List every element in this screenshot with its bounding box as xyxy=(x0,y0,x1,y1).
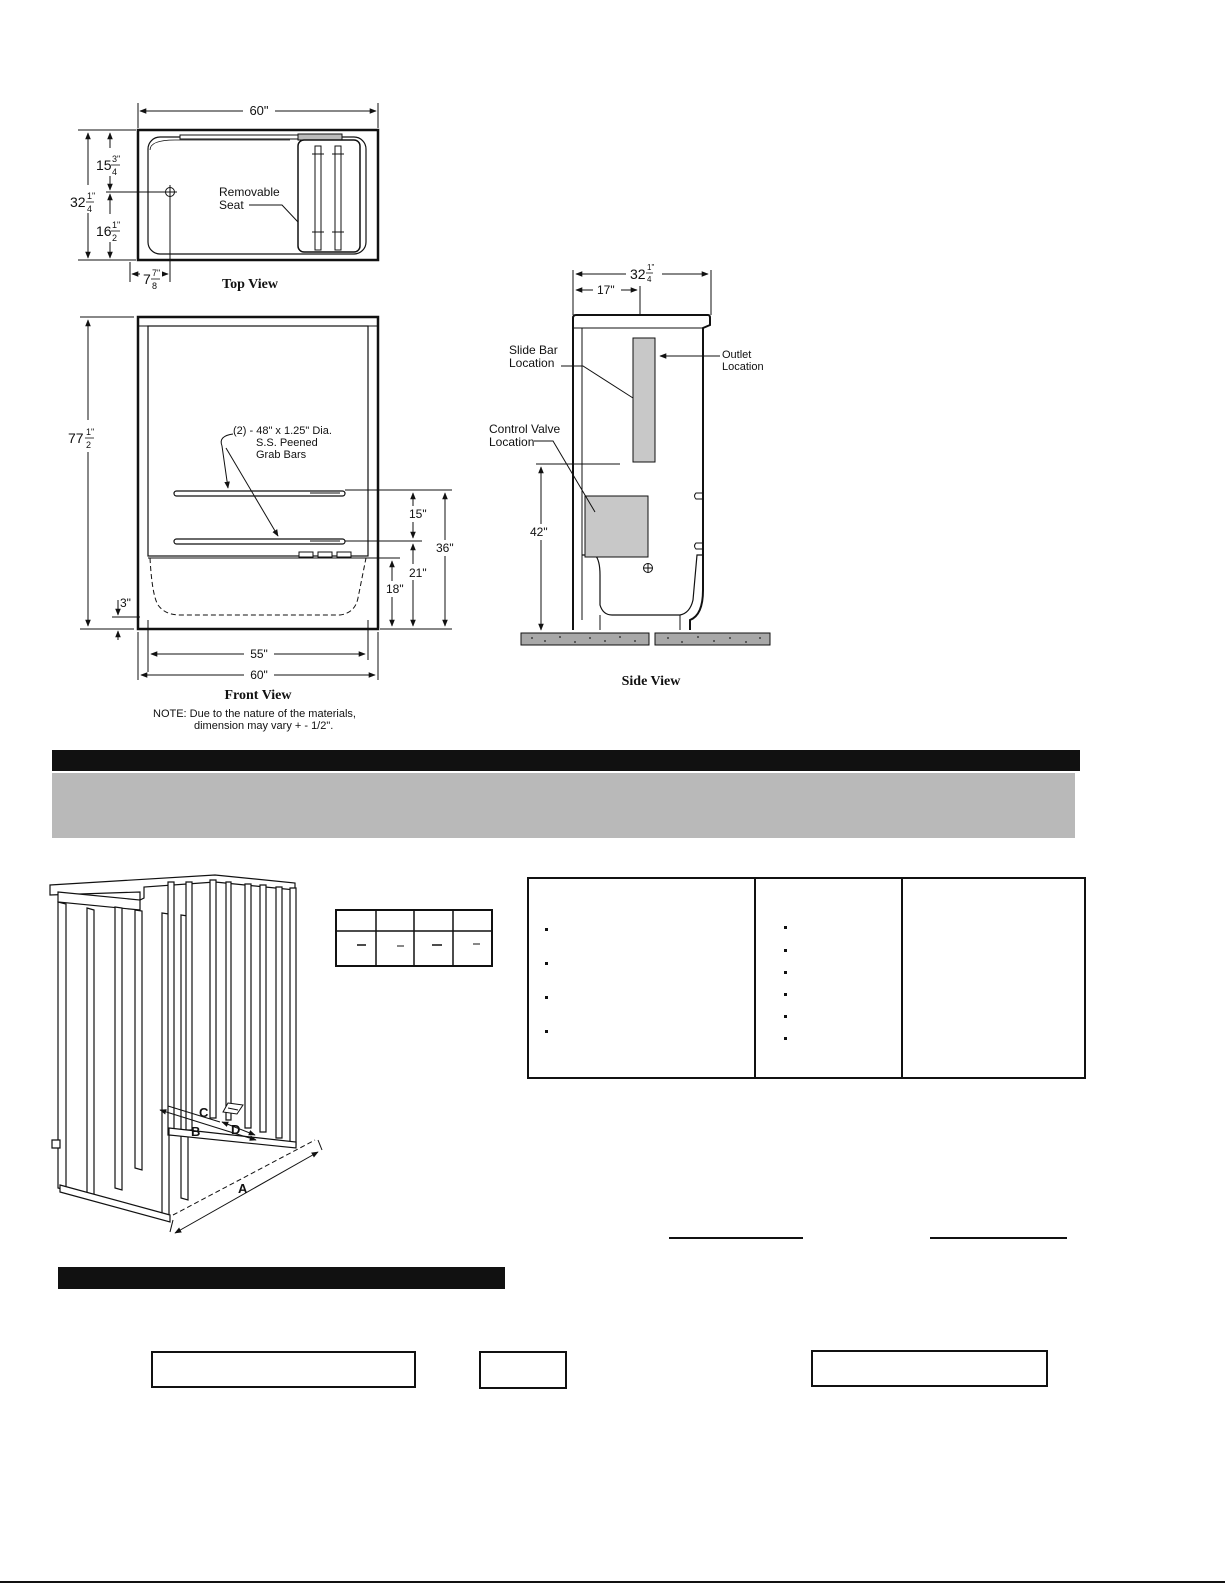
valve-label-2: Location xyxy=(489,435,535,449)
top-view-drawing xyxy=(66,103,378,292)
front-dim-36: 36" xyxy=(436,541,454,555)
bullet xyxy=(784,993,787,996)
valve-label-1: Control Valve xyxy=(489,422,561,436)
front-dim-21: 21" xyxy=(409,566,427,580)
front-dim-18: 18" xyxy=(386,582,404,596)
grab-bar-label-1: (2) - 48" x 1.25" Dia. xyxy=(233,425,332,437)
slide-bar-label-2: Location xyxy=(509,356,555,370)
bullet xyxy=(784,1015,787,1018)
bullet xyxy=(545,962,548,965)
top-lower-den: 2 xyxy=(112,233,118,243)
section-info-band xyxy=(52,773,1075,838)
front-dim-55: 55" xyxy=(250,647,268,661)
technical-drawings xyxy=(0,0,1225,745)
side-depth-num: 1" xyxy=(647,263,655,272)
side-dim-42: 42" xyxy=(530,525,548,539)
side-depth-whole: 32 xyxy=(630,266,646,282)
top-view-title: Top View xyxy=(222,277,278,292)
framing-label-a: A xyxy=(238,1181,248,1196)
front-view-title: Front View xyxy=(224,688,292,703)
top-drain-den: 8 xyxy=(152,281,158,291)
slide-bar-label-1: Slide Bar xyxy=(509,343,558,357)
top-upper-whole: 15 xyxy=(96,157,112,173)
bullet xyxy=(784,949,787,952)
abcd-dimension-table xyxy=(334,908,496,968)
side-dim-17: 17" xyxy=(597,283,615,297)
order-input-box-2[interactable] xyxy=(479,1351,567,1389)
note-line-1: NOTE: Due to the nature of the materials, xyxy=(153,708,356,720)
top-lower-num: 1" xyxy=(112,220,121,230)
top-depth-num: 1" xyxy=(87,191,96,201)
top-depth-den: 4 xyxy=(87,204,93,214)
framing-label-b: B xyxy=(191,1124,201,1139)
bullet xyxy=(784,971,787,974)
front-height-den: 2 xyxy=(86,440,92,450)
grab-bar-label-2: S.S. Peened xyxy=(256,437,318,449)
bullet xyxy=(784,1037,787,1040)
top-upper-num: 3" xyxy=(112,154,121,164)
grab-bar-label-3: Grab Bars xyxy=(256,449,307,461)
front-height-num: 1" xyxy=(86,427,95,437)
side-view-title: Side View xyxy=(621,674,681,689)
framing-label-c: C xyxy=(199,1105,209,1120)
framing-label-d: D xyxy=(231,1122,241,1137)
signature-line-2[interactable] xyxy=(930,1237,1067,1239)
framing-illustration xyxy=(40,870,330,1250)
top-drain-whole: 7 xyxy=(143,271,151,287)
bullet xyxy=(545,928,548,931)
note-line-2: dimension may vary + - 1/2". xyxy=(194,720,334,732)
front-height-whole-text: 77 xyxy=(68,430,84,446)
top-lower-whole: 16 xyxy=(96,223,112,239)
seat-label-2: Seat xyxy=(219,198,244,212)
column-divider-2 xyxy=(901,879,903,1077)
side-view-drawing xyxy=(489,262,770,689)
bullet xyxy=(784,926,787,929)
top-upper-den: 4 xyxy=(112,167,118,177)
page-bottom-rule xyxy=(0,1581,1225,1583)
bullet xyxy=(545,996,548,999)
top-depth-whole: 32 xyxy=(70,194,86,210)
front-dim-3: 3" xyxy=(120,596,131,610)
section-header-bar xyxy=(52,750,1080,771)
order-input-box-3[interactable] xyxy=(811,1350,1048,1387)
order-input-box-1[interactable] xyxy=(151,1351,416,1388)
front-dim-60: 60" xyxy=(250,668,268,682)
specifications-box xyxy=(527,877,1086,1079)
signature-line-1[interactable] xyxy=(669,1237,803,1239)
outlet-label-2: Location xyxy=(722,361,764,373)
front-dim-15: 15" xyxy=(409,507,427,521)
outlet-label-1: Outlet xyxy=(722,349,752,361)
order-section-header-bar xyxy=(58,1267,505,1289)
bullet xyxy=(545,1030,548,1033)
front-view-drawing xyxy=(64,317,460,732)
top-drain-num: 7" xyxy=(152,268,161,278)
top-width-dim: 60" xyxy=(249,103,269,118)
column-divider-1 xyxy=(754,879,756,1077)
side-depth-den: 4 xyxy=(647,275,652,284)
seat-label-1: Removable xyxy=(219,185,280,199)
